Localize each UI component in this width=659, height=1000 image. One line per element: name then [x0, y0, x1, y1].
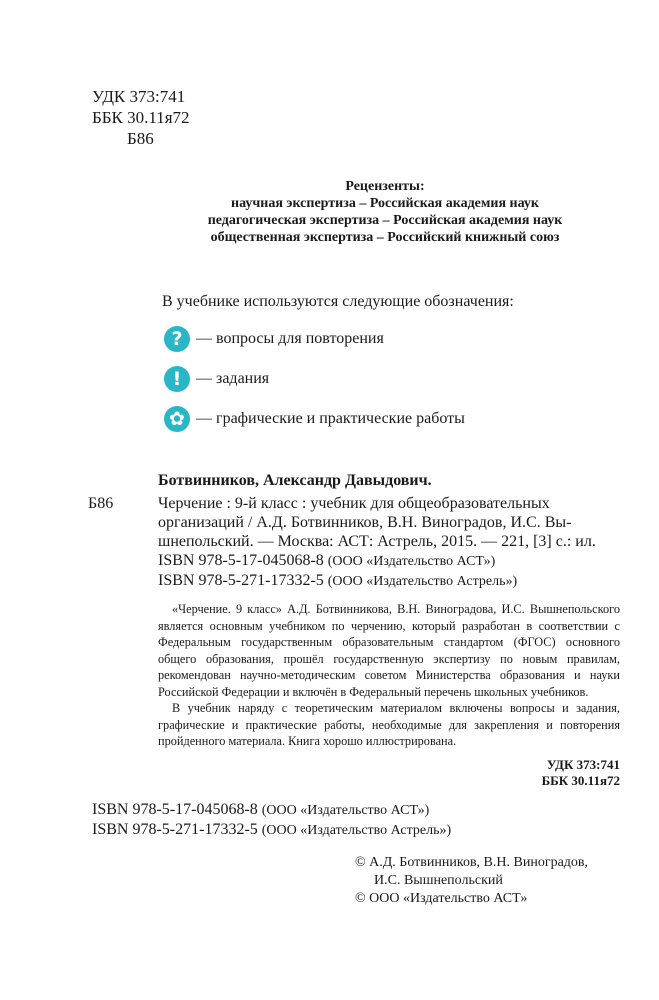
legend-block [162, 293, 514, 439]
isbn-number: ISBN 978-5-17-045068-8 [158, 552, 324, 569]
legend-item-label: — вопросы для повторения [196, 330, 384, 347]
record-line: Черчение : 9-й класс : учебник для общеобразовательных [158, 495, 550, 512]
isbn-block [92, 800, 451, 840]
record-isbn [88, 551, 620, 571]
isbn-line [92, 800, 451, 820]
legend-item [162, 359, 514, 399]
isbn-number: ISBN 978-5-17-045068-8 [92, 801, 258, 818]
legend-item-label: — графические и практические работы [196, 410, 465, 427]
reviewers-block [150, 178, 620, 246]
record-isbn [88, 571, 620, 591]
udk-block-top [92, 86, 190, 149]
record-author: Ботвинников, Александр Давыдович. [158, 472, 432, 489]
copyright-line: © А.Д. Ботвинников, В.Н. Виноградов, [355, 855, 589, 870]
annotation-paragraph: «Черчение. 9 класс» А.Д. Ботвинникова, В.Н. Виноградова, И.С. Вышнепольского является основным учебником по черчению, который разработан в соответствии с Федеральным государственным образовательным стандартом (ФГОС) основного общего образования, прошёл государственную экспертизу по новым правилам, рекомендован научно-методическим советом Министерства образования и науки Российской Федерации и включён в Федеральный перечень школьных учебников. [158, 602, 620, 699]
exclamation-icon: ! [164, 366, 190, 392]
reviewers-title: Рецензенты: [345, 179, 425, 194]
copyright-block [355, 854, 588, 908]
legend-item [162, 399, 514, 439]
copyright-line: © ООО «Издательство АСТ» [355, 891, 528, 906]
record-description [158, 494, 596, 551]
legend-item-label: — задания [196, 370, 270, 387]
reviewer-line: научная экспертиза – Российская академия наук [231, 196, 539, 211]
annotation [158, 601, 620, 750]
record-entry [88, 494, 620, 551]
isbn-publisher: (ООО «Издательство АСТ») [327, 554, 496, 569]
record-code: Б86 [88, 495, 114, 512]
author-mark: Б86 [127, 129, 154, 148]
udk-code: УДК 373:741 [92, 87, 186, 106]
record-line: организаций / А.Д. Ботвинников, В.Н. Виноградов, И.С. Вы- [158, 514, 572, 531]
isbn-publisher: (ООО «Издательство АСТ») [261, 803, 430, 818]
isbn-line [92, 820, 451, 840]
reviewer-line: педагогическая экспертиза – Российская академия наук [207, 213, 563, 228]
isbn-publisher: (ООО «Издательство Астрель») [261, 823, 452, 838]
bibliographic-record [88, 471, 620, 591]
isbn-number: ISBN 978-5-271-17332-5 [92, 821, 258, 838]
legend-title: В учебнике используются следующие обозначения: [162, 293, 514, 310]
practical-work-icon: ✿ [164, 406, 190, 432]
legend-item [162, 319, 514, 359]
reviewer-line: общественная экспертиза – Российский книжный союз [210, 230, 560, 245]
bbk-code: ББК 30.11я72 [541, 773, 620, 788]
udk-block-right [500, 757, 620, 789]
annotation-paragraph: В учебник наряду с теоретическим материалом включены вопросы и задания, графические и практические работы, необходимые для закрепления и повторения пройденного материала. Книга хорошо иллюстрирована. [158, 701, 620, 748]
bbk-code: ББК 30.11я72 [92, 108, 190, 127]
question-icon: ? [164, 326, 190, 352]
record-line: шнепольский. — Москва: АСТ: Астрель, 2015. — 221, [3] с.: ил. [158, 533, 596, 550]
isbn-number: ISBN 978-5-271-17332-5 [158, 572, 324, 589]
udk-code: УДК 373:741 [546, 757, 620, 772]
copyright-line: И.С. Вышнепольский [374, 873, 503, 888]
isbn-publisher: (ООО «Издательство Астрель») [327, 574, 518, 589]
